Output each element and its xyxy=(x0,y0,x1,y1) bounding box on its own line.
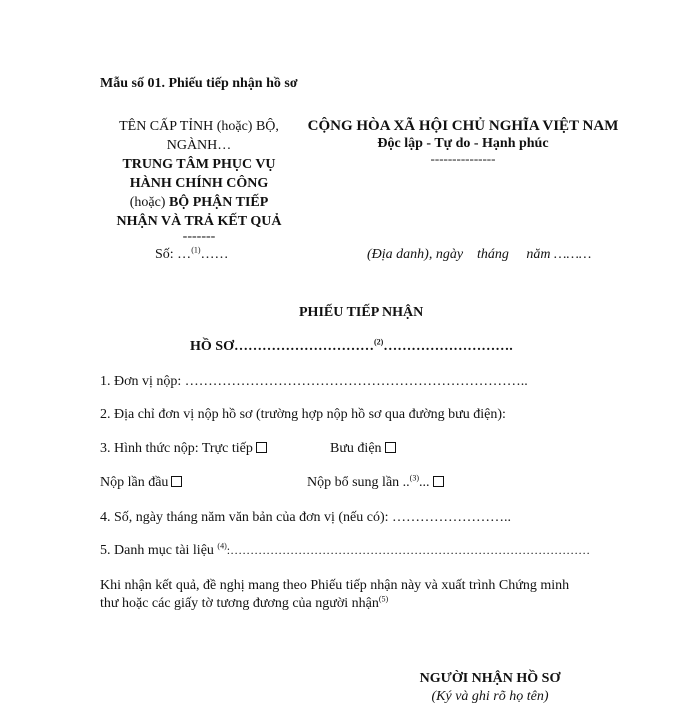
note-ref-5: (5) xyxy=(378,594,389,604)
signature-title: NGƯỜI NHẬN HỒ SƠ xyxy=(419,671,561,686)
note-ref-2: (2) xyxy=(373,337,384,347)
item-submit-method xyxy=(100,441,267,457)
extra-submit-suffix: ... xyxy=(419,475,430,490)
national-divider: --------------- xyxy=(430,151,496,166)
post-checkbox[interactable] xyxy=(385,442,396,453)
note-line-2 xyxy=(100,596,388,612)
item-document-list xyxy=(100,543,590,559)
extra-submit-option xyxy=(307,475,444,491)
agency-line-1: TÊN CẤP TỈNH (hoặc) BỘ, xyxy=(119,119,279,134)
note-line-2-text: thư hoặc các giấy tờ tương đương của người nhận xyxy=(100,596,379,611)
direct-checkbox[interactable] xyxy=(256,442,267,453)
place-date: (Địa danh), ngày tháng năm ……… xyxy=(367,247,592,262)
document-number xyxy=(155,247,229,263)
document-list-suffix: :……………………………………………………………………………… xyxy=(226,543,591,557)
note-line-1: Khi nhận kết quả, đề nghị mang theo Phiếu tiếp nhận này và xuất trình Chứng minh xyxy=(100,578,570,593)
agency-line-2: NGÀNH… xyxy=(166,138,232,153)
note-ref-1: (1) xyxy=(191,245,201,255)
national-header xyxy=(303,117,623,165)
post-option-label: Bưu điện xyxy=(330,441,382,456)
agency-line-5 xyxy=(94,193,304,212)
signature-block xyxy=(390,670,590,706)
form-subtitle-suffix: ………………………. xyxy=(383,339,513,354)
form-subtitle-prefix: HỒ SƠ………………………… xyxy=(190,339,374,354)
note-ref-4: (4) xyxy=(217,541,227,551)
agency-line-5-bold: BỘ PHẬN TIẾP xyxy=(168,195,269,210)
first-submit-label: Nộp lần đầu xyxy=(100,475,169,490)
extra-submit-prefix: Nộp bổ sung lần .. xyxy=(307,475,410,490)
agency-divider: ------- xyxy=(182,229,216,244)
form-label: Mẫu số 01. Phiếu tiếp nhận hồ sơ xyxy=(100,76,298,91)
agency-line-3: TRUNG TÂM PHỤC VỤ xyxy=(122,157,276,172)
country-name: CỘNG HÒA XÃ HỘI CHỦ NGHĨA VIỆT NAM xyxy=(307,118,619,134)
form-subtitle xyxy=(190,339,513,355)
document-number-prefix: Số: … xyxy=(155,247,192,262)
item-unit-address: 2. Địa chỉ đơn vị nộp hồ sơ (trường hợp nộp hồ sơ qua đường bưu điện): xyxy=(100,407,506,422)
post-option xyxy=(330,441,396,457)
document-number-suffix: …… xyxy=(200,247,229,262)
submit-method-label: 3. Hình thức nộp: Trực tiếp xyxy=(100,441,253,456)
national-motto: Độc lập - Tự do - Hạnh phúc xyxy=(377,136,549,151)
item-document-date: 4. Số, ngày tháng năm văn bản của đơn vị (nếu có): …………………….. xyxy=(100,510,511,525)
agency-line-4: HÀNH CHÍNH CÔNG xyxy=(129,176,269,191)
first-submit-option xyxy=(100,475,182,491)
document-list-prefix: 5. Danh mục tài liệu xyxy=(100,543,218,558)
agency-line-5-prefix: (hoặc) xyxy=(129,195,169,210)
agency-line-6: NHẬN VÀ TRẢ KẾT QUẢ xyxy=(116,214,282,229)
extra-submit-checkbox[interactable] xyxy=(433,476,444,487)
note-ref-3: (3) xyxy=(409,473,419,483)
form-title: PHIẾU TIẾP NHẬN xyxy=(299,305,424,320)
agency-header xyxy=(94,117,304,243)
item-submitting-unit: 1. Đơn vị nộp: ……………………………………………………………….. xyxy=(100,374,528,389)
first-submit-checkbox[interactable] xyxy=(171,476,182,487)
signature-subtitle: (Ký và ghi rõ họ tên) xyxy=(431,689,549,704)
